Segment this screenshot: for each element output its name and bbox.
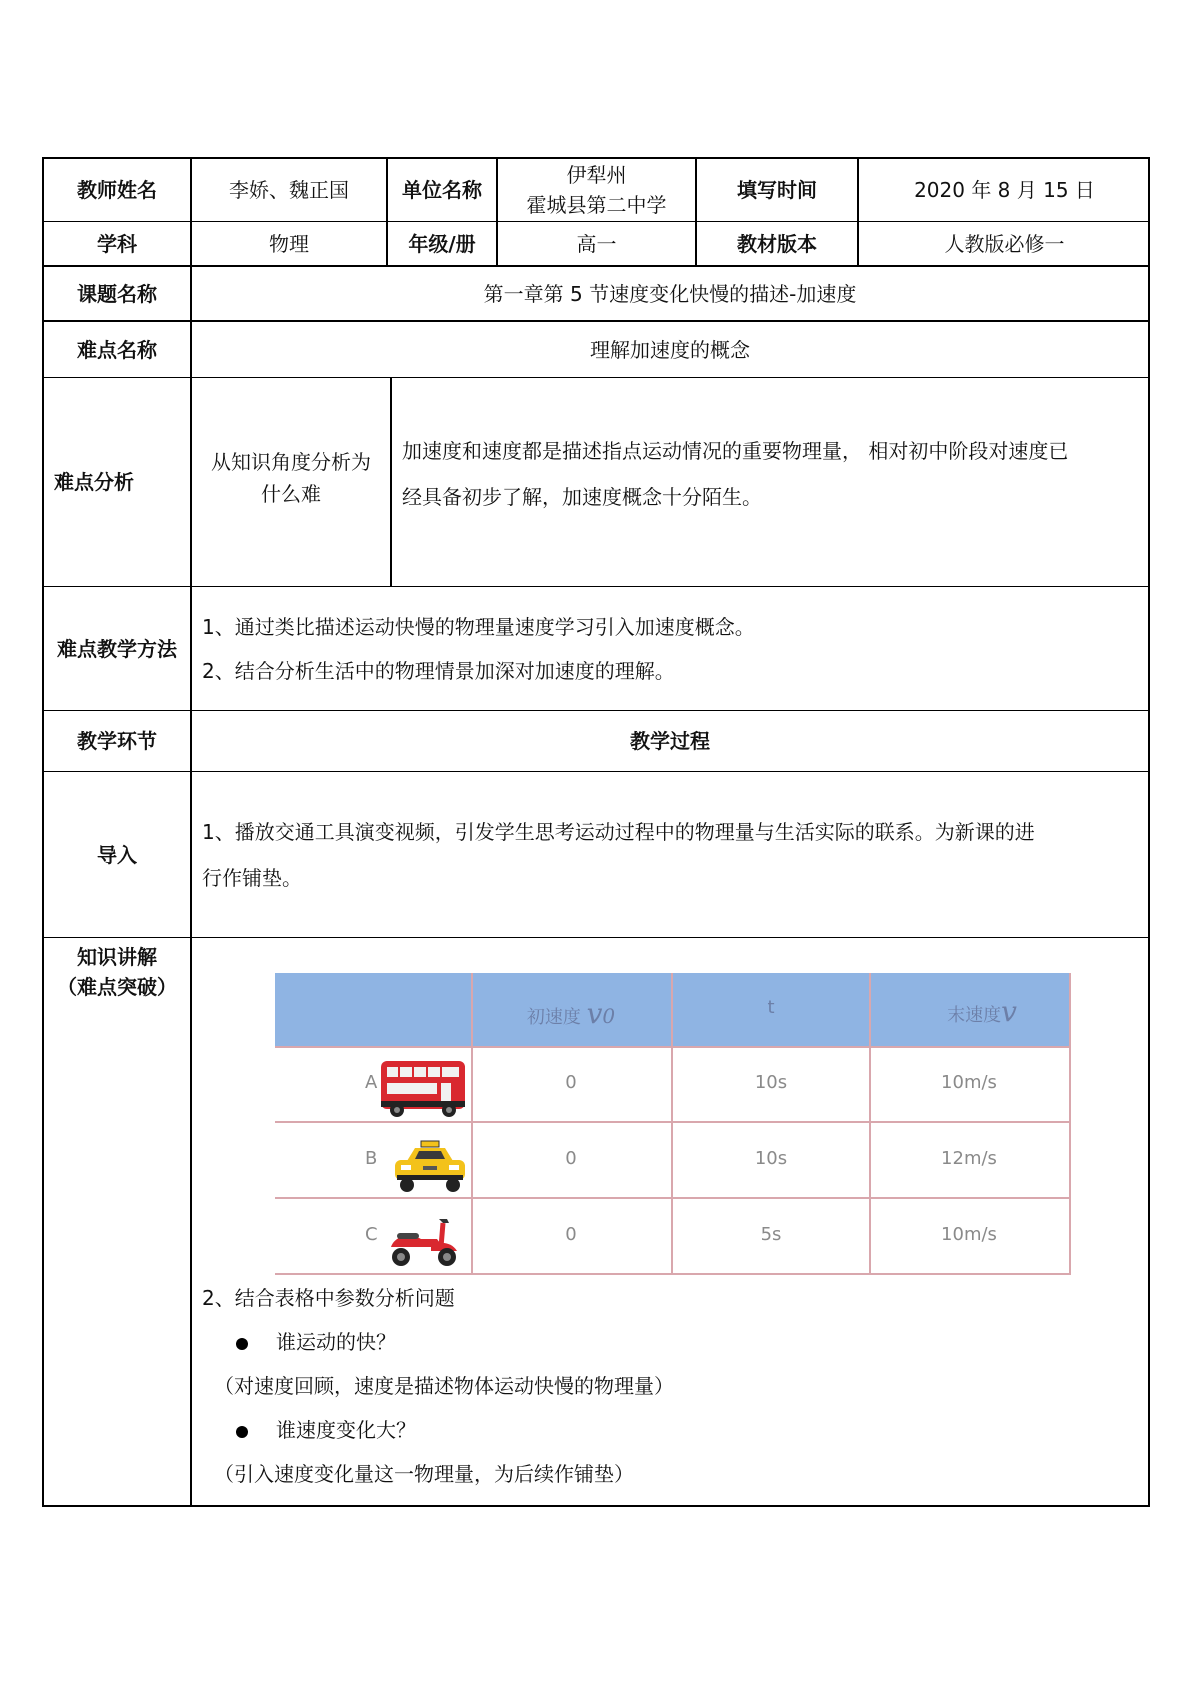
- col-v0-label: 初速度: [526, 1007, 581, 1028]
- process-header-row: [44, 711, 1148, 772]
- unit-value: [498, 159, 697, 221]
- edition-value: 人教版必修一: [944, 231, 1065, 256]
- method-line-2: 2、结合分析生活中的物理情景加深对加速度的理解。: [202, 658, 675, 683]
- difficulty-row: [44, 322, 1148, 378]
- analysis-sub-line-1: 从知识角度分析为: [211, 450, 371, 474]
- lesson-plan-table: [42, 157, 1150, 1507]
- col-v0-symbol: v: [586, 997, 603, 1030]
- grid-line: [275, 1197, 1071, 1199]
- col-v-header: [871, 995, 1067, 1028]
- edition-label: 教材版本: [697, 222, 859, 265]
- teacher-value: 李娇、魏正国: [192, 159, 388, 221]
- row-b-v: 12m/s: [941, 1148, 997, 1169]
- method-text: [192, 587, 1148, 710]
- subject-value: 物理: [192, 222, 388, 265]
- date-value: 2020 年 8 月 15 日: [914, 178, 1095, 202]
- scooter-icon: [387, 1213, 463, 1271]
- subject-label: 学科: [44, 222, 192, 265]
- difficulty-value: 理解加速度的概念: [590, 337, 750, 362]
- date-label: 填写时间: [697, 159, 859, 221]
- analysis-row: [44, 378, 1148, 587]
- col-v-label: 末速度: [947, 1005, 1002, 1026]
- row-b-t: 10s: [754, 1148, 788, 1169]
- topic-value: 第一章第 5 节速度变化快慢的描述-加速度: [483, 281, 857, 306]
- question-1-text: 谁运动的快？: [276, 1330, 396, 1354]
- row-a-t: 10s: [754, 1072, 788, 1093]
- header-row-2: [44, 222, 1148, 267]
- bullet-icon: [236, 1338, 248, 1350]
- analysis-label: 难点分析: [44, 378, 192, 586]
- process-value: 教学过程: [630, 729, 710, 753]
- method-line-1: 1、通过类比描述运动快慢的物理量速度学习引入加速度概念。: [202, 614, 755, 639]
- col-v-symbol: v: [1001, 995, 1017, 1028]
- analysis-line-2: 经具备初步了解，加速度概念十分陌生。: [402, 485, 762, 509]
- analysis-sub-line-2: 什么难: [261, 482, 321, 506]
- process-label: 教学环节: [44, 711, 192, 771]
- grid-line: [1069, 973, 1071, 1275]
- row-c-label: C: [365, 1224, 378, 1245]
- intro-line-1: 1、播放交通工具演变视频，引发学生思考运动过程中的物理量与生活实际的联系。为新课的进: [202, 819, 1035, 844]
- question-1: [192, 1320, 1148, 1364]
- question-2-text: 谁速度变化大？: [276, 1418, 416, 1442]
- question-2-note: （引入速度变化量这一物理量，为后续作铺垫）: [214, 1462, 634, 1486]
- knowledge-label-line-2: （难点突破）: [57, 975, 177, 999]
- grid-line: [275, 1273, 1071, 1275]
- difficulty-label: 难点名称: [44, 322, 192, 377]
- teacher-label: 教师姓名: [44, 159, 192, 221]
- question-intro: 2、结合表格中参数分析问题: [202, 1286, 455, 1310]
- intro-text: [192, 772, 1148, 937]
- topic-label: 课题名称: [44, 267, 192, 320]
- row-a-v: 10m/s: [941, 1072, 997, 1093]
- grid-line: [275, 1121, 1071, 1123]
- row-a-label: A: [365, 1072, 378, 1093]
- analysis-line-1: 加速度和速度都是描述指点运动情况的重要物理量， 相对初中阶段对速度已: [402, 439, 1069, 463]
- bullet-icon: [236, 1426, 248, 1438]
- topic-row: [44, 267, 1148, 322]
- bus-icon: [379, 1057, 467, 1119]
- col-v0-header: [473, 997, 669, 1030]
- grid-line: [275, 1046, 1071, 1048]
- knowledge-label: [44, 938, 192, 1505]
- method-label: 难点教学方法: [44, 587, 192, 710]
- question-2: [192, 1408, 1148, 1452]
- analysis-sub-label: [192, 378, 392, 586]
- intro-row: [44, 772, 1148, 938]
- analysis-text: [392, 378, 1148, 586]
- question-1-note: （对速度回顾，速度是描述物体运动快慢的物理量）: [214, 1374, 674, 1398]
- col-v0-sub: 0: [602, 1004, 616, 1028]
- taxi-icon: [393, 1139, 467, 1195]
- row-b-label: B: [365, 1148, 378, 1169]
- row-c-v0: 0: [565, 1224, 577, 1245]
- intro-label: 导入: [44, 772, 192, 937]
- row-a-v0: 0: [565, 1072, 577, 1093]
- speed-table: [275, 973, 1071, 1275]
- intro-line-2: 行作铺垫。: [202, 865, 302, 890]
- unit-line-1: 伊犁州: [566, 163, 627, 187]
- grade-value: 高一: [498, 222, 697, 265]
- row-c-t: 5s: [760, 1224, 782, 1245]
- unit-label: 单位名称: [388, 159, 498, 221]
- header-row-1: [44, 159, 1148, 222]
- unit-line-2: 霍城县第二中学: [526, 193, 667, 217]
- grade-label: 年级/册: [388, 222, 498, 265]
- knowledge-label-line-1: 知识讲解: [77, 945, 157, 969]
- row-c-v: 10m/s: [941, 1224, 997, 1245]
- col-t-header: t: [767, 997, 775, 1018]
- row-b-v0: 0: [565, 1148, 577, 1169]
- method-row: [44, 587, 1148, 711]
